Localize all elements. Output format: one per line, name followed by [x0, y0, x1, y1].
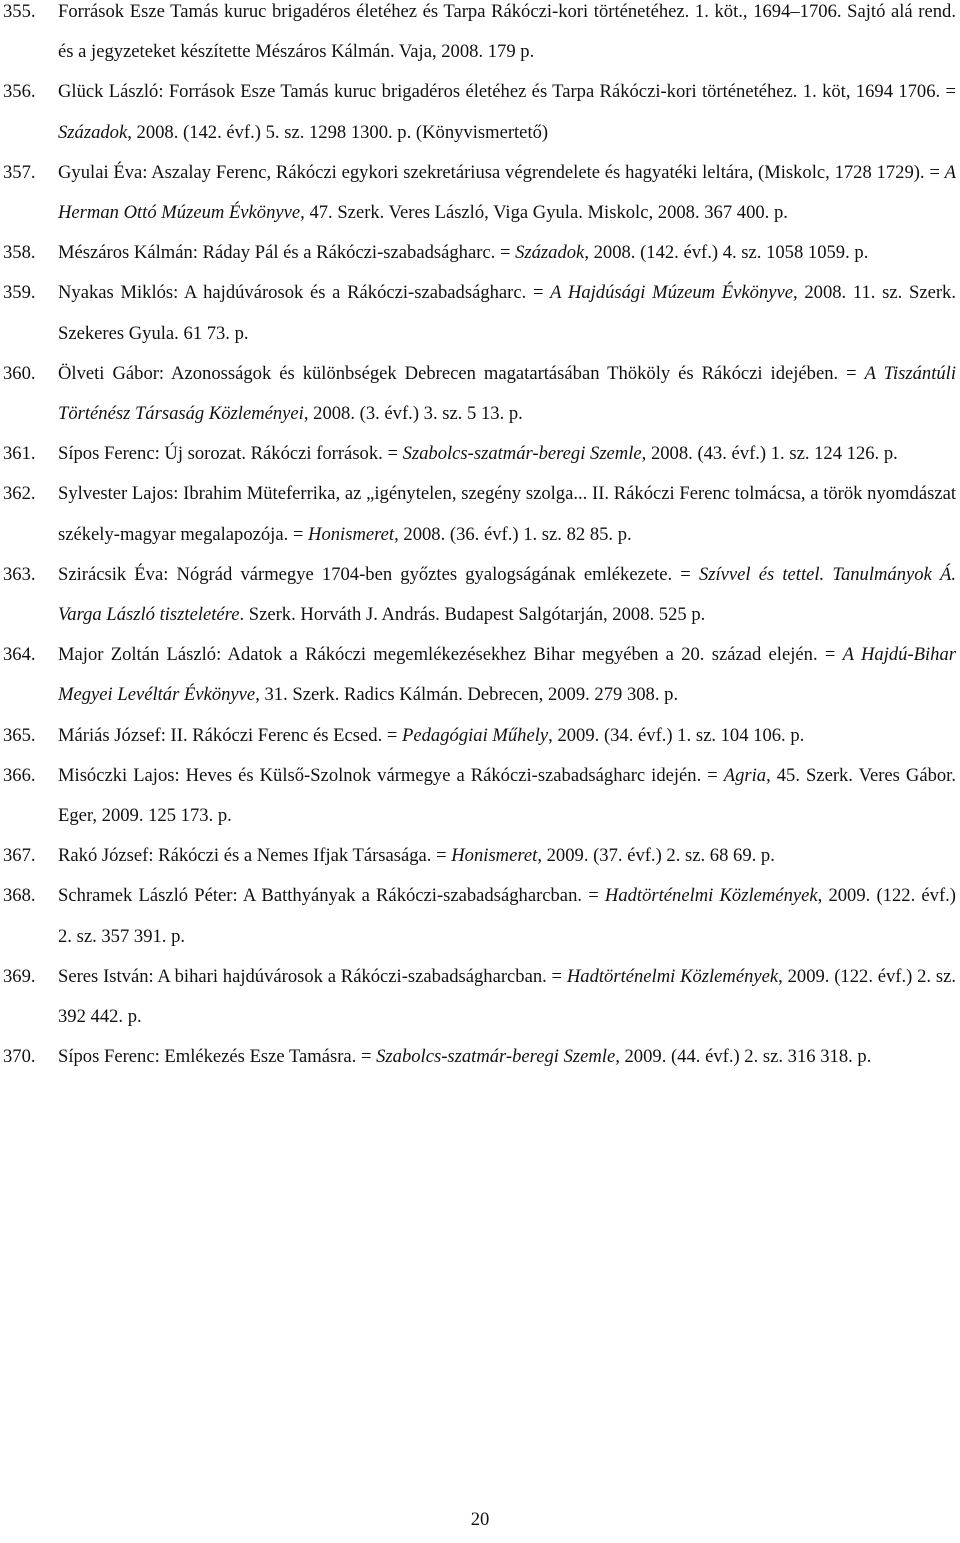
publication-title: A Hajdúsági Múzeum Évkönyve: [550, 282, 793, 304]
entry-text-segment: 2009. (44. évf.) 2. sz. 316 318. p.: [619, 1046, 872, 1068]
bibliography-entry: [3, 1037, 956, 1077]
entry-number: 356.: [3, 81, 36, 103]
bibliography-entry: [3, 273, 956, 353]
publication-title: Szabolcs-szatmár-beregi Szemle,: [376, 1046, 620, 1068]
entry-number: 368.: [3, 885, 36, 907]
bibliography-list: [3, 0, 956, 1077]
publication-title: Agria: [723, 764, 767, 786]
publication-title: Honismeret: [451, 845, 538, 867]
entry-text-segment: , 2008. 11. sz. Szerk. Szekeres Gyula. 61 73. p.: [58, 282, 956, 344]
bibliography-entry: [3, 635, 956, 715]
bibliography-entry: [3, 716, 956, 756]
publication-title: A Hajdú-Bihar Megyei Levéltár Évkönyve: [58, 644, 956, 706]
publication-title: Századok: [58, 121, 128, 143]
bibliography-entry: [3, 957, 956, 1037]
entry-text: [58, 644, 956, 705]
entry-text-segment: , 2009. (122. évf.) 2. sz. 392 442. p.: [58, 965, 956, 1028]
entry-number: 355.: [3, 1, 36, 22]
entry-text-segment: , 2008. (43. évf.) 1. sz. 124 126. p.: [641, 443, 898, 465]
entry-text: [58, 242, 868, 263]
publication-title: A Herman Ottó Múzeum Évkönyve: [58, 161, 956, 224]
entry-text-segment: Szirácsik Éva: Nógrád vármegye 1704-ben győztes gyalogságának emlékezete. =: [58, 563, 699, 585]
entry-text-segment: Seres István: A bihari hajdúvárosok a Rákóczi-szabadságharcban. =: [58, 965, 567, 987]
entry-text-segment: Misóczki Lajos: Heves és Külső-Szolnok vármegye a Rákóczi-szabadságharc idején. =: [58, 764, 724, 786]
entry-number: 362.: [3, 483, 36, 505]
entry-text-segment: , 45. Szerk. Veres Gábor. Eger, 2009. 125 173. p.: [58, 764, 956, 827]
entry-text-segment: Ölveti Gábor: Azonosságok és különbségek Debrecen magatartásában Thököly és Rákóczi idejében. =: [58, 362, 865, 384]
entry-text: [58, 443, 898, 464]
entry-text: [58, 363, 956, 424]
bibliography-entry: [3, 233, 956, 273]
publication-title: Szabolcs-szatmár-beregi Szemle: [402, 443, 642, 465]
entry-number: 365.: [3, 724, 36, 746]
bibliography-entry: [3, 876, 956, 956]
publication-title: Hadtörténelmi Közlemények: [604, 885, 818, 907]
entry-number: 357.: [3, 161, 36, 183]
entry-text: [58, 564, 956, 625]
page-number: 20: [470, 1509, 490, 1530]
entry-text-segment: Glück László: Források Esze Tamás kuruc brigadéros életéhez és Tarpa Rákóczi-kori történetéhez. 1. köt, 1694 1706. =: [58, 81, 956, 103]
entry-number: 360.: [3, 362, 36, 384]
entry-text-segment: , 47. Szerk. Veres László, Viga Gyula. Miskolc, 2008. 367 400. p.: [300, 202, 788, 224]
entry-text: [58, 966, 956, 1027]
bibliography-entry: [3, 0, 956, 72]
bibliography-entry: [3, 836, 956, 876]
entry-text: [58, 282, 956, 343]
entry-number: 367.: [3, 845, 36, 867]
publication-title: A Tiszántúli Történész Társaság Közleményei: [58, 362, 957, 425]
bibliography-entry: [3, 434, 956, 474]
entry-text-segment: , 2009. (34. évf.) 1. sz. 104 106. p.: [548, 724, 805, 746]
entry-number: 366.: [3, 764, 36, 786]
entry-text-segment: , 2008. (142. évf.) 4. sz. 1058 1059. p.: [584, 242, 869, 264]
entry-text-segment: Major Zoltán László: Adatok a Rákóczi megemlékezésekhez Bihar megyében a 20. század elején. =: [58, 644, 843, 666]
entry-text: [58, 765, 956, 826]
entry-text: [58, 885, 956, 946]
bibliography-entry: [3, 756, 956, 836]
entry-text: [58, 1, 956, 62]
bibliography-entry: [3, 555, 956, 635]
entry-text: [58, 81, 956, 142]
entry-text-segment: Sípos Ferenc: Emlékezés Esze Tamásra. =: [58, 1046, 377, 1068]
bibliography-entry: [3, 153, 956, 233]
publication-title: Hadtörténelmi Közlemények: [566, 965, 779, 987]
entry-text-segment: Sylvester Lajos: Ibrahim Müteferrika, az „igénytelen, szegény szolga... II. Rákóczi Ferenc tolmácsa, a török nyomdászat székely-magyar megalapozója. =: [58, 483, 956, 545]
entry-text: [58, 162, 956, 223]
entry-text-segment: , 2008. (3. évf.) 3. sz. 5 13. p.: [303, 403, 523, 425]
entry-text: [58, 1046, 871, 1067]
entry-number: 359.: [3, 282, 36, 304]
entry-text-segment: Források Esze Tamás kuruc brigadéros életéhez és Tarpa Rákóczi-kori történetéhez. 1. köt., 1694–1706. Sajtó alá rend. és a jegyzeteket készítette Mészáros Kálmán. Vaja, 2008. 179 p.: [58, 1, 956, 63]
entry-number: 358.: [3, 242, 36, 264]
publication-title: Honismeret: [308, 523, 395, 545]
bibliography-entry: [3, 72, 956, 152]
entry-text-segment: Mészáros Kálmán: Ráday Pál és a Rákóczi-szabadságharc. =: [58, 242, 516, 264]
publication-title: Szívvel és tettel. Tanulmányok Á. Varga László tiszteletére: [58, 563, 957, 626]
entry-text-segment: , 2009. (122. évf.) 2. sz. 357 391. p.: [58, 885, 956, 947]
entry-text-segment: Schramek László Péter: A Batthyányak a Rákóczi-szabadságharcban. =: [58, 885, 605, 907]
entry-text-segment: , 31. Szerk. Radics Kálmán. Debrecen, 2009. 279 308. p.: [255, 684, 679, 706]
entry-number: 369.: [3, 965, 36, 987]
bibliography-entry: [3, 354, 956, 434]
entry-text: [58, 845, 775, 866]
entry-text-segment: . Szerk. Horváth J. András. Budapest Salgótarján, 2008. 525 p.: [239, 604, 706, 626]
entry-text: [58, 725, 804, 746]
entry-number: 361.: [3, 443, 36, 465]
entry-number: 370.: [3, 1046, 36, 1068]
entry-text: [58, 483, 956, 544]
entry-text-segment: , 2008. (142. évf.) 5. sz. 1298 1300. p. (Könyvismertető): [127, 121, 549, 143]
entry-number: 363.: [3, 563, 36, 585]
entry-text-segment: , 2009. (37. évf.) 2. sz. 68 69. p.: [537, 845, 775, 867]
entry-text-segment: Gyulai Éva: Aszalay Ferenc, Rákóczi egykori szekretáriusa végrendelete és hagyatéki leltára, (Miskolc, 1728 1729). =: [58, 161, 945, 183]
entry-text-segment: , 2008. (36. évf.) 1. sz. 82 85. p.: [394, 523, 632, 545]
entry-number: 364.: [3, 644, 36, 666]
bibliography-entry: [3, 474, 956, 554]
publication-title: Pedagógiai Műhely: [402, 724, 549, 746]
entry-text-segment: Nyakas Miklós: A hajdúvárosok és a Rákóczi-szabadságharc. =: [58, 282, 551, 304]
entry-text-segment: Rakó József: Rákóczi és a Nemes Ifjak Társasága. =: [58, 845, 452, 867]
publication-title: Századok: [515, 242, 585, 264]
entry-text-segment: Sípos Ferenc: Új sorozat. Rákóczi források. =: [58, 443, 403, 465]
entry-text-segment: Máriás József: II. Rákóczi Ferenc és Ecsed. =: [58, 724, 403, 746]
